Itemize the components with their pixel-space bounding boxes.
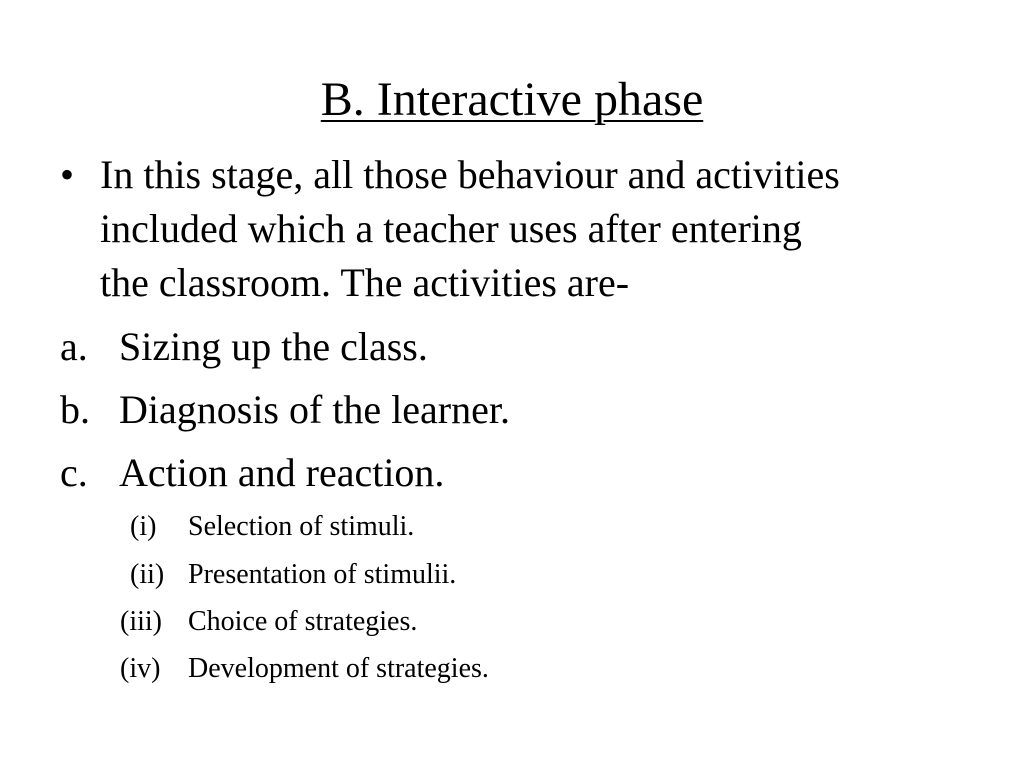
list-item-text: Sizing up the class. xyxy=(119,324,428,369)
sublist-item-text: Selection of stimuli. xyxy=(188,511,415,542)
bullet-line: the classroom. The activities are- xyxy=(100,260,630,305)
sublist-marker: (iv) xyxy=(120,653,161,684)
list-marker: b. xyxy=(60,387,90,432)
sublist-item-text: Presentation of stimulii. xyxy=(188,559,457,590)
list-marker: c. xyxy=(60,450,88,495)
sublist-marker: (ii) xyxy=(130,559,165,590)
list-item-text: Diagnosis of the learner. xyxy=(119,387,510,432)
sublist-marker: (i) xyxy=(130,511,157,542)
bullet-text xyxy=(100,148,960,310)
list-item-text: Action and reaction. xyxy=(119,450,445,495)
slide-title: B. Interactive phase xyxy=(320,73,704,126)
bullet-line: In this stage, all those behaviour and activities xyxy=(100,152,840,197)
sublist-item-text: Choice of strategies. xyxy=(188,606,418,637)
list-marker: a. xyxy=(60,324,88,369)
bullet-dot-icon: • xyxy=(60,152,75,197)
bullet-line: included which a teacher uses after entering xyxy=(100,206,802,251)
sublist-item-text: Development of strategies. xyxy=(188,653,489,684)
sublist-marker: (iii) xyxy=(120,606,162,637)
